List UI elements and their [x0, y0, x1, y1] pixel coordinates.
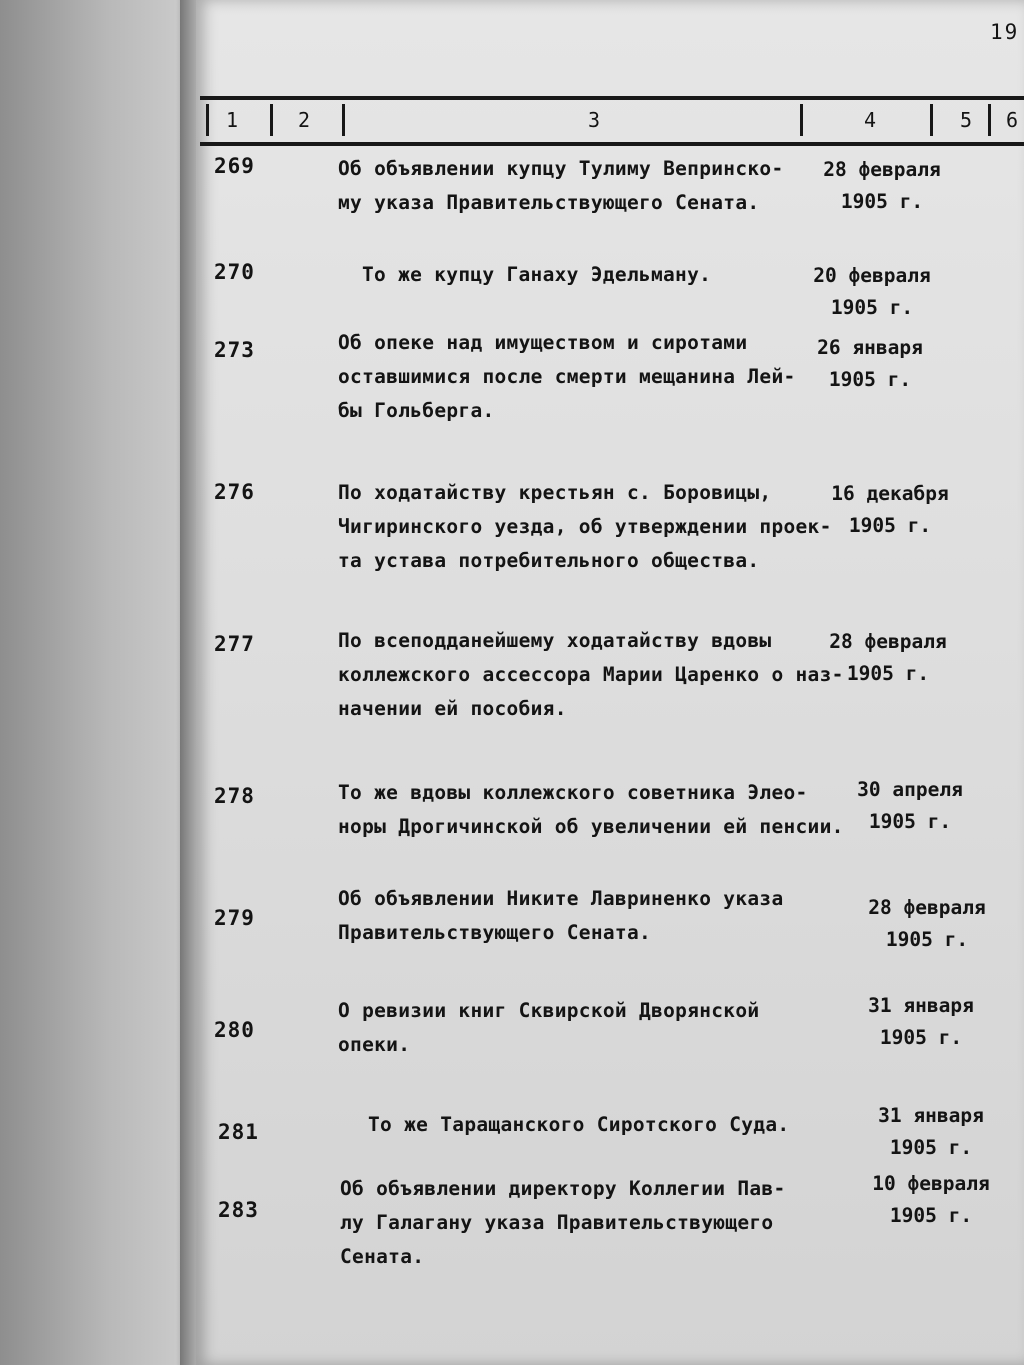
- column-label-6: 6: [1006, 108, 1019, 132]
- record-number: 281: [218, 1120, 259, 1144]
- column-separator: [930, 104, 933, 136]
- record-title: Об объявлении купцу Тулиму Вепринско- му указа Правительствующего Сената.: [338, 157, 784, 214]
- record-title: Об объявлении Никите Лавриненко указа Правительствующего Сената.: [338, 887, 784, 944]
- column-separator: [988, 104, 991, 136]
- record-title: То же вдовы коллежского советника Элео- норы Дрогичинской об увеличении ей пенсии.: [338, 781, 844, 838]
- record-number: 279: [214, 906, 255, 930]
- record-title: По всеподданейшему ходатайству вдовы коллежского ассессора Марии Царенко о наз- начении ей пособия.: [338, 629, 844, 720]
- record-date: 28 февраля 1905 г.: [823, 158, 941, 213]
- record-number: 283: [218, 1198, 259, 1222]
- column-header: [200, 96, 1024, 146]
- page-number: 19: [990, 20, 1020, 44]
- record-title: Об опеке над имуществом и сиротами оставшимися после смерти мещанина Лей- бы Гольберга.: [338, 331, 796, 422]
- column-separator: [342, 104, 345, 136]
- record-number: 277: [214, 632, 255, 656]
- column-separator: [800, 104, 803, 136]
- record-title: То же купцу Ганаху Эдельману.: [362, 263, 712, 286]
- record-title: Об объявлении директору Коллегии Пав- лу Галагану указа Правительствующего Сената.: [340, 1177, 786, 1268]
- record-date: 30 апреля 1905 г.: [857, 778, 963, 833]
- record-title: О ревизии книг Сквирской Дворянской опеки.: [338, 999, 760, 1056]
- record-number: 280: [214, 1018, 255, 1042]
- record-number: 273: [214, 338, 255, 362]
- record-date: 20 февраля 1905 г.: [813, 264, 931, 319]
- column-separator: [270, 104, 273, 136]
- record-number: 270: [214, 260, 255, 284]
- column-label-4: 4: [864, 108, 877, 132]
- record-number: 278: [214, 784, 255, 808]
- column-label-1: 1: [226, 108, 239, 132]
- record-number: 276: [214, 480, 255, 504]
- column-label-2: 2: [298, 108, 311, 132]
- record-date: 28 февраля 1905 г.: [829, 630, 947, 685]
- record-number: 269: [214, 154, 255, 178]
- record-title: То же Таращанского Сиротского Суда.: [368, 1113, 790, 1136]
- record-date: 26 января 1905 г.: [817, 336, 923, 391]
- record-date: 31 января 1905 г.: [878, 1104, 984, 1159]
- record-date: 16 декабря 1905 г.: [831, 482, 949, 537]
- column-separator: [206, 104, 209, 136]
- record-date: 10 февраля 1905 г.: [872, 1172, 990, 1227]
- column-label-3: 3: [588, 108, 601, 132]
- record-title: По ходатайству крестьян с. Боровицы, Чигиринского уезда, об утверждении проек- та устава потребительного общества.: [338, 481, 832, 572]
- column-label-5: 5: [960, 108, 973, 132]
- record-date: 28 февраля 1905 г.: [868, 896, 986, 951]
- facing-page: [0, 0, 200, 1365]
- record-date: 31 января 1905 г.: [868, 994, 974, 1049]
